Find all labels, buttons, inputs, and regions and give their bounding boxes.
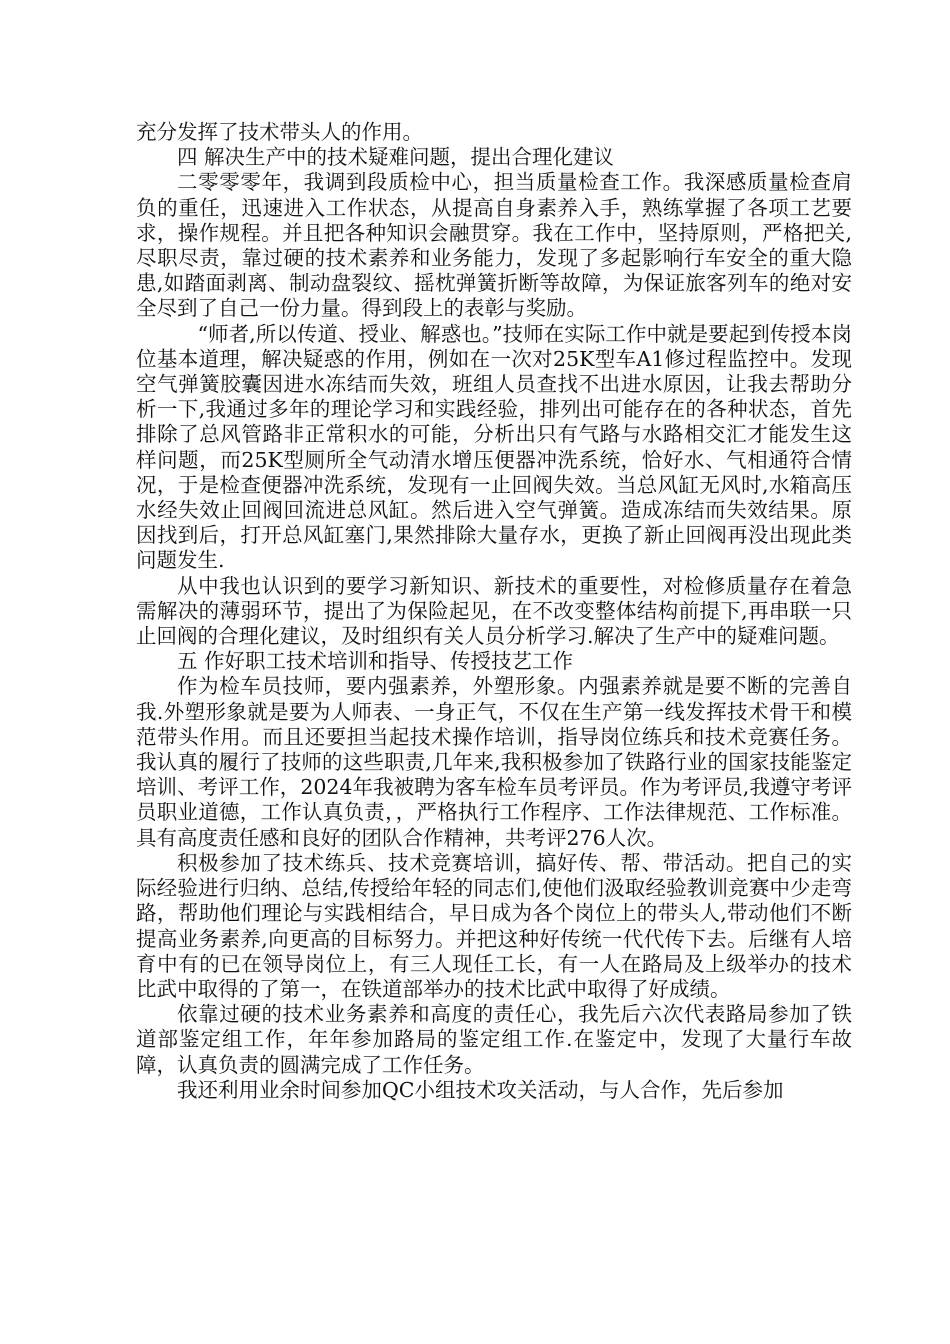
paragraph-technician-role: 作为检车员技师，要内强素养，外塑形象。内强素养就是要不断的完善自我.外塑形象就是要为人师表、一身正气，不仅在生产第一线发挥技术骨干和模范带头作用。而且还要担当起技术操作培训，指导岗位练兵和技术竞赛任务。我认真的履行了技师的这些职责,几年来,我积极参加了铁路行业的国家技能鉴定培训、考评工作，2024年我被聘为客车检车员考评员。作为考评员,我遵守考评员职业道德，工作认真负责，，严格执行工作程序、工作法律规范、工作标准。具有高度责任感和良好的团队合作精神，共考评276人次。 <box>136 674 852 850</box>
paragraph-appraisal-team: 依靠过硬的技术业务素养和高度的责任心，我先后六次代表路局参加了铁道部鉴定组工作，年年参加路局的鉴定组工作.在鉴定中，发现了大量行车故障，认真负责的圆满完成了工作任务。 <box>136 1002 852 1077</box>
paragraph-teacher-quote: “师者,所以传道、授业、解惑也。”技师在实际工作中就是要起到传授本岗位基本道理，解决疑惑的作用，例如在一次对25K型车A1修过程监控中。发现空气弹簧胶囊因进水冻结而失效，班组人员查找不出进水原因，让我去帮助分析一下,我通过多年的理论学习和实践经验，排列出可能存在的各种状态，首先排除了总风管路非正常积水的可能，分析出只有气路与水路相交汇才能发生这样问题，而25K型厕所全气动清水增压便器冲洗系统，恰好水、气相通符合情况，于是检查便器冲洗系统，发现有一止回阀失效。当总风缸无风时,水箱高压水经失效止回阀回流进总风缸。然后进入空气弹簧。造成冻结而失效结果。原因找到后，打开总风缸塞门,果然排除大量存水，更换了新止回阀再没出现此类问题发生. <box>136 321 852 573</box>
section-heading-5: 五 作好职工技术培训和指导、传授技艺工作 <box>177 649 574 674</box>
paragraph-training: 积极参加了技术练兵、技术竞赛培训，搞好传、帮、带活动。把自己的实际经验进行归纳、总结,传授给年轻的同志们,使他们汲取经验教训竞赛中少走弯路，帮助他们理论与实践相结合，早日成为各个岗位上的带头人,带动他们不断提高业务素养,向更高的目标努力。并把这种好传统一代代传下去。后继有人培育中有的已在领导岗位上，有三人现任工长，有一人在路局及上级举办的技术比武中取得的了第一，在铁道部举办的技术比武中取得了好成绩。 <box>136 850 852 1001</box>
paragraph-lessons: 从中我也认识到的要学习新知识、新技术的重要性，对检修质量存在着急需解决的薄弱环节，提出了为保险起见，在不改变整体结构前提下,再串联一只止回阀的合理化建议，及时组织有关人员分析学习.解决了生产中的疑难问题。 <box>136 573 852 649</box>
paragraph-quality-inspection: 二零零零年，我调到段质检中心，担当质量检查工作。我深感质量检查肩负的重任，迅速进入工作状态，从提高自身素养入手，熟练掌握了各项工艺要求，操作规程。并且把各种知识会融贯穿。我在工作中，坚持原则，严格把关,尽职尽责，靠过硬的技术素养和业务能力，发现了多起影响行车安全的重大隐患,如踏面剥离、制动盘裂纹、摇枕弹簧折断等故障，为保证旅客列车的绝对安全尽到了自己一份力量。得到段上的表彰与奖励。 <box>136 170 852 321</box>
document-body <box>136 120 852 1103</box>
paragraph-continuation: 充分发挥了技术带头人的作用。 <box>136 120 423 144</box>
section-heading-4: 四 解决生产中的技术疑难问题，提出合理化建议 <box>177 145 615 170</box>
paragraph-qc-group: 我还利用业余时间参加QC小组技术攻关活动，与人合作，先后参加 <box>177 1077 784 1102</box>
